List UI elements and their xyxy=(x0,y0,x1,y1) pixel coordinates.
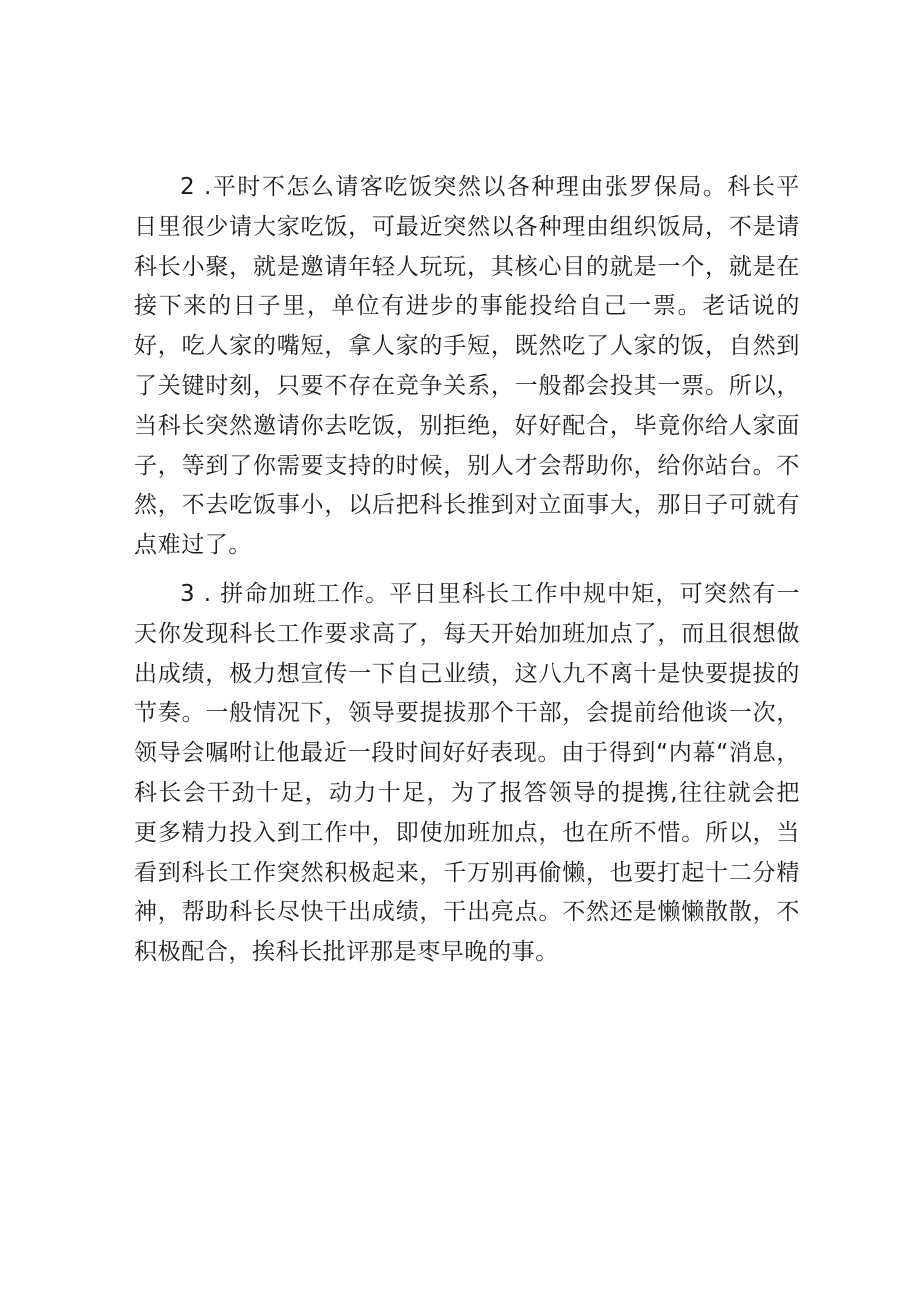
paragraph-3: 3 . 拼命加班工作。平日里科长工作中规中矩，可突然有一天你发现科长工作要求高了，每天开始加班加点了，而且很想做出成绩，极力想宣传一下自己业绩，这八九不离十是快要提拔的节奏。一般情况下，领导要提拔那个干部，会提前给他谈一次，领导会嘱咐让他最近一段时间好好表现。由于得到“内幕“消息，科长会干劲十足，动力十足，为了报答领导的提携,往往就会把更多精力投入到工作中，即使加班加点，也在所不惜。所以，当看到科长工作突然积极起来，千万别再偷懒，也要打起十二分精神，帮助科长尽快干出成绩，干出亮点。不然还是懒懒散散，不积极配合，挨科长批评那是枣早晚的事。 xyxy=(134,580,800,966)
paragraph-2: 2 .平时不怎么请客吃饭突然以各种理由张罗保局。科长平日里很少请大家吃饭，可最近突然以各种理由组织饭局，不是请科长小聚，就是邀请年轻人玩玩，其核心目的就是一个，就是在接下来的日子里，单位有进步的事能投给自己一票。老话说的好，吃人家的嘴短，拿人家的手短，既然吃了人家的饭，自然到了关键时刻，只要不存在竞争关系，一般都会投其一票。所以，当科长突然邀请你去吃饭，别拒绝，好好配合，毕竟你给人家面子，等到了你需要支持的时候，别人才会帮助你，给你站台。不然，不去吃饭事小，以后把科长推到对立面事大，那日子可就有点难过了。 xyxy=(134,174,800,559)
document-body xyxy=(134,168,800,982)
